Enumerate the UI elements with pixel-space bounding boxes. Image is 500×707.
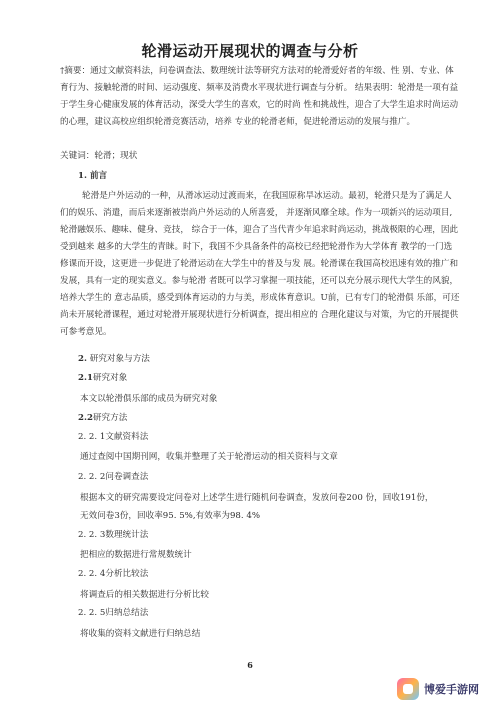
section-label: 问卷调查法 [105,472,149,482]
section-2-2-2-heading [78,470,148,482]
page-number: 6 [247,660,253,670]
section-2-2-1-heading [78,430,148,442]
section-number: 2. [78,354,87,364]
section-label: 数理统计法 [105,530,149,540]
section-2-2-5-heading [78,606,148,618]
intro-heading: 1. 前言 [78,171,108,181]
section-2-2-2-text-2: 无效问卷3份，回收率95. 5%,有效率为98. 4% [80,511,260,521]
gamepad-logo-icon [397,678,419,700]
section-label: 研究方法 [92,413,128,423]
section-2-2-1-text: 通过查阅中国期刊网，收集并整理了关于轮滑运动的相关资料与文章 [80,452,338,462]
keywords-line: 关键词：轮滑；现状 [60,151,138,161]
section-2-2-4-heading [78,567,148,579]
section-label: 归纳总结法 [105,608,149,618]
section-label: 研究对象与方法 [89,354,150,364]
watermark-text: 博爱手游网 [424,683,479,696]
section-label: 研究对象 [92,373,128,383]
section-number: 2. 2. 2 [78,472,106,482]
section-2-2-5-text: 将收集的资料文献进行归纳总结 [80,629,201,639]
section-2-2-3-heading [78,528,148,540]
section-number: 2. 2. 3 [78,530,106,540]
section-label: 分析比较法 [105,569,149,579]
section-number: 2.2 [78,413,93,423]
section-number: 2. 2. 4 [78,569,106,579]
abstract-paragraph: †摘要：通过文献资料法，问卷调查法、数理统计法等研究方法对的轮滑爱好者的年级、性 别、专业、体育行为、接触轮滑的时间、运动强度、频率及消费水平现状进行调查与分析。 结果表明：轮滑是一项有益于学生身心健康发展的体育活动，深受大学生的喜欢，它的时尚 性和挑战性，迎合了大学生追求时尚运动的心理，建议高校应组织轮滑竞赛活动，培养 专业的轮滑老师，促进轮滑运动的发展与推广。 [60,66,459,127]
section-2-1-text: 本文以轮滑俱乐部的成员为研究对象 [80,394,218,404]
section-2-2-4-text: 将调查后的相关数据进行分析比较 [80,590,209,600]
document-title: 轮滑运动开展现状的调查与分析 [141,42,359,60]
watermark [397,676,497,702]
section-number: 2. 2. 1 [78,432,106,442]
section-number: 2.1 [78,373,93,383]
section-2-1-heading [78,371,127,383]
section-number: 2. 2. 5 [78,608,106,618]
section-label: 文献资料法 [105,432,149,442]
section-2-2-3-text: 把相应的数据进行常规数统计 [80,550,192,560]
section-2-heading [78,352,150,364]
section-2-2-heading [78,411,127,423]
intro-paragraph: 轮滑是户外运动的一种，从滑冰运动过渡而来，在我国原称旱冰运动。最初，轮滑只是为了满足人们的娱乐、消遣，而后来逐渐被崇尚户外运动的人所喜爱， 并逐渐风靡全球。作为一项新兴的运动项目,轮滑融娱乐、趣味、健身、竞技， 综合于一体，迎合了当代青少年追求时尚运动，挑战极限的心理，因此受到越来 越多的大学生的青睐。时下，我国不少具备条件的高校已经把轮滑作为大学体育 教学的一门选修课而开设，这更进一步促进了轮滑运动在大学生中的普及与发 展。轮滑课在我国高校迅速有效的推广和发展，具有一定的现实意义。参与轮滑 者既可以学习掌握一项技能，还可以充分展示现代大学生的风貌，培养大学生的 意志品质，感受到体育运动的力与美，形成体育意识。U前，已有专门的轮滑俱 乐部，可还尚未开展轮滑课程，通过对轮滑开展现状进行分析调查，提出相应的 合理化建议与对策，为它的开展提供可参考意见。 [60,191,460,337]
section-2-2-2-text-1: 根据本文的研究需要设定问卷对上述学生进行随机问卷调查，发放问卷200 份，回收191份， [80,493,434,503]
